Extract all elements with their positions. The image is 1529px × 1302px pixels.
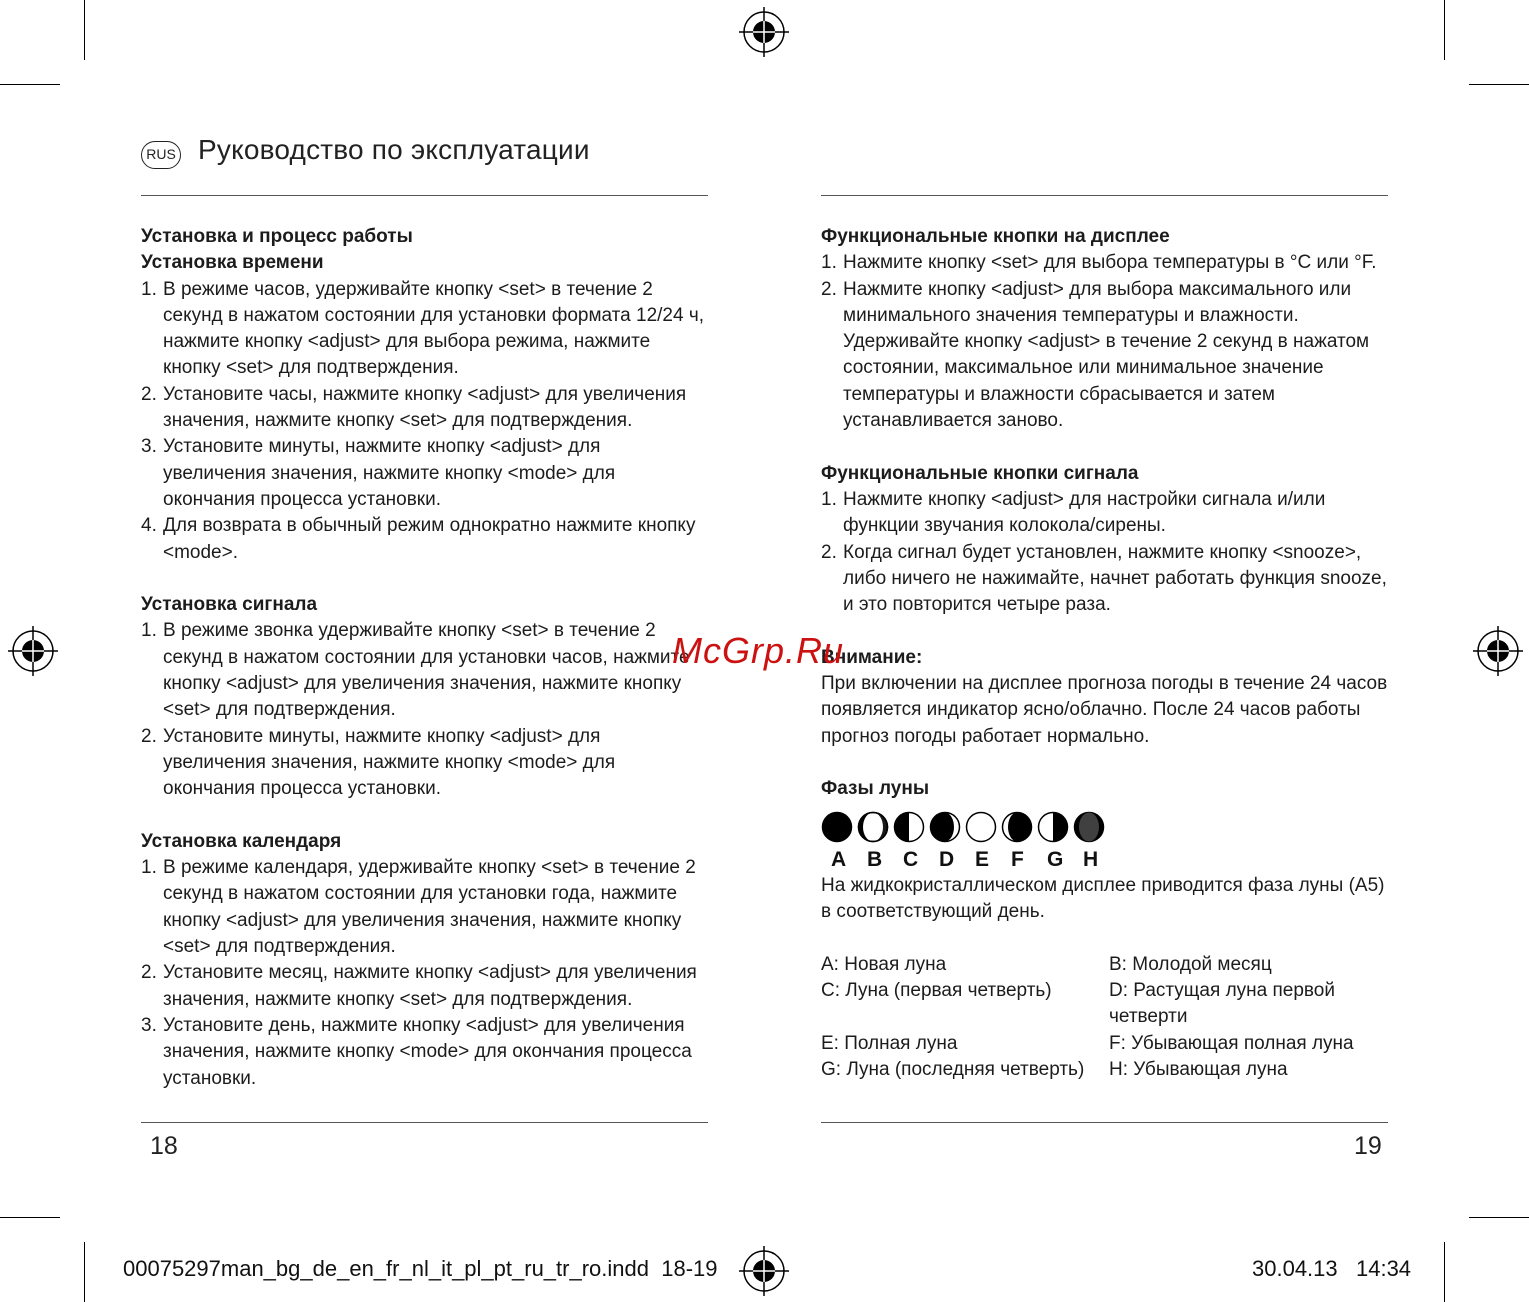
moon-waning-crescent-icon [1073,811,1105,843]
section-title: Установка и процесс работы [141,226,413,247]
footer-date: 30.04.13 [1252,1256,1338,1281]
legend-item: C: Луна (первая четверть) [821,980,1052,1002]
list-item: 2. Установите месяц, нажмите кнопку <adjust> для увеличения значения, нажмите кнопку <set> для подтверждения. [141,962,697,1010]
list-item: 2. Установите минуты, нажмите кнопку <adjust> для увеличения значения, нажмите кнопку <mode> для окончания процесса установки. [141,725,616,800]
moon-waxing-gibbous-icon [929,811,961,843]
legend-item: G: Луна (последняя четверть) [821,1058,1085,1080]
time-heading: Установка времени [141,252,324,274]
crop-mark [1444,0,1445,60]
crop-mark [0,1217,60,1218]
list-item: 1. В режиме часов, удерживайте кнопку <set> в течение 2 секунд в нажатом состоянии для установки формата 12/24 ч, нажмите кнопку <adjust> для выбора режима, нажмите кнопку <set> для подтверждения. [141,278,705,379]
legend-item: F: Убывающая полная луна [1109,1032,1354,1054]
phase-letter: C [903,847,919,871]
phase-letter: E [975,847,990,871]
crop-mark [1444,1242,1445,1302]
crop-mark [0,84,60,85]
footer-file-info [123,1256,718,1282]
footer-time: 14:34 [1355,1256,1412,1281]
list-item: 2. Нажмите кнопку <adjust> для выбора максимального или минимального значения температуры и влажности. Удерживайте кнопку <adjust> в течение 2 секунд в нажатом состоянии, максимальное или минимальное значение температуры и влажности сбрасывается и затем устанавливается заново. [821,278,1370,432]
list-item: 2. Когда сигнал будет установлен, нажмите кнопку <snooze>, либо ничего не нажимайте, начнет работать функция snooze, и это повторится четыре раза. [821,541,1387,616]
signal-buttons-steps [821,487,1388,618]
list-item: 4. Для возврата в обычный режим однократно нажмите кнопку <mode>. [141,515,696,563]
divider [821,1122,1388,1123]
divider [141,1122,708,1123]
crop-mark [1469,84,1529,85]
registration-mark-icon [1473,626,1523,676]
page-number-left: 18 [150,1132,178,1160]
signal-buttons-heading: Функциональные кнопки сигнала [821,462,1139,484]
phase-letter: F [1011,847,1024,871]
registration-mark-icon [739,7,789,57]
alarm-steps [141,618,708,802]
right-column [821,224,1388,1083]
divider [821,195,1388,196]
footer-filename: 00075297man_bg_de_en_fr_nl_it_pl_pt_ru_tr_ro.indd [123,1256,649,1281]
moon-phase-icons [821,811,1388,843]
legend-item: H: Убывающая луна [1109,1058,1288,1080]
display-buttons-heading: Функциональные кнопки на дисплее [821,226,1170,247]
phase-letter: G [1047,847,1064,871]
moon-waning-gibbous-icon [1001,811,1033,843]
moon-heading: Фазы луны [821,778,930,800]
footer-pages: 18-19 [661,1256,718,1281]
list-item: 1. В режиме календаря, удерживайте кнопку <set> в течение 2 секунд в нажатом состоянии для установки года, нажмите кнопку <adjust> для увеличения значения, нажмите кнопку <set> для подтверждения. [141,857,696,958]
moon-description: На жидкокристаллическом дисплее приводится фаза луны (A5) в соответствующий день. [821,874,1385,923]
display-buttons-steps [821,250,1388,434]
list-item: 1. Нажмите кнопку <adjust> для настройки сигнала и/или функции звучания колокола/сирены. [821,488,1326,537]
legend-item: B: Молодой месяц [1109,953,1272,975]
list-item: 2. Установите часы, нажмите кнопку <adjust> для увеличения значения, нажмите кнопку <set> для подтверждения. [141,383,687,432]
legend-item: E: Полная луна [821,1032,958,1054]
crop-mark [84,1242,85,1302]
time-steps [141,277,708,566]
attention-heading: Внимание: [821,646,923,668]
watermark: McGrp.Ru [672,630,845,671]
footer-timestamp [1252,1256,1411,1282]
crop-mark [84,0,85,60]
list-item: 3. Установите день, нажмите кнопку <adjust> для увеличения значения, нажмите кнопку <mode> для окончания процесса установки. [141,1014,692,1089]
calendar-heading: Установка календаря [141,830,342,852]
registration-mark-icon [8,626,58,676]
moon-waxing-crescent-icon [857,811,889,843]
language-badge: RUS [141,141,181,169]
moon-full-icon [965,811,997,843]
page-title: Руководство по эксплуатации [198,134,590,165]
legend-item: A: Новая луна [821,953,947,975]
attention-text: При включении на дисплее прогноза погоды в течение 24 часов появляется индикатор ясно/облачно. После 24 часов работы прогноз погоды работает нормально. [821,673,1388,747]
registration-mark-icon [739,1246,789,1296]
phase-letter: D [939,847,955,871]
phase-letter: H [1083,847,1099,871]
moon-first-quarter-icon [893,811,925,843]
left-column [141,224,708,1092]
list-item: 1. Нажмите кнопку <set> для выбора температуры в °C или °F. [821,252,1377,274]
alarm-heading: Установка сигнала [141,594,318,616]
moon-new-icon [821,811,853,843]
divider [141,195,708,196]
moon-legend [821,952,1388,1083]
phase-letter: A [831,847,847,871]
moon-last-quarter-icon [1037,811,1069,843]
list-item: 1. В режиме звонка удерживайте кнопку <set> в течение 2 секунд в нажатом состоянии для установки часов, нажмите кнопку <adjust> для увеличения значения, нажмите кнопку <set> для подтверждения. [141,620,690,721]
moon-phase-letters [821,847,1388,873]
calendar-steps [141,855,708,1092]
crop-mark [1469,1217,1529,1218]
page-number-right: 19 [1354,1132,1382,1160]
list-item: 3. Установите минуты, нажмите кнопку <adjust> для увеличения значения, нажмите кнопку <mode> для окончания процесса установки. [141,436,616,510]
phase-letter: B [867,847,883,871]
legend-item: D: Растущая луна первой четверти [1109,980,1335,1028]
